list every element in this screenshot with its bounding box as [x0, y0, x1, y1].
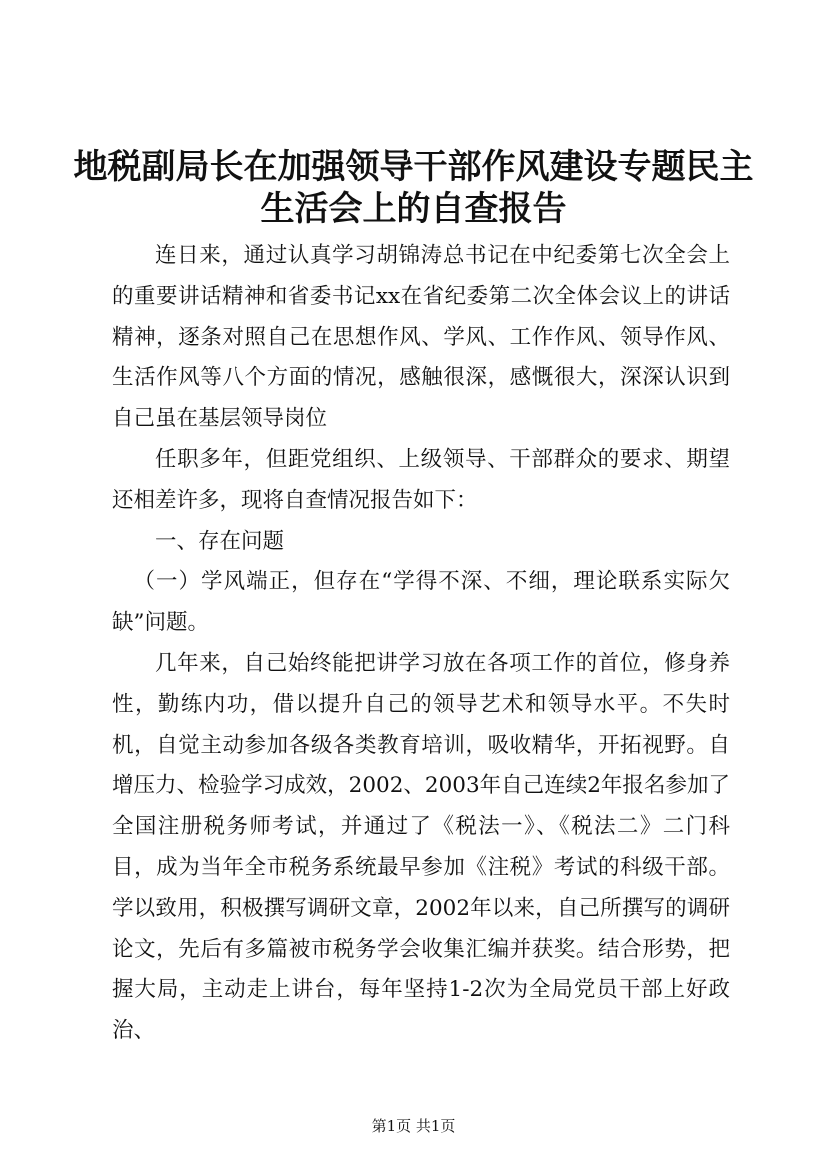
document-title [60, 146, 767, 230]
title-line-2: 生活会上的自查报告 [260, 189, 567, 229]
page-number: 第1页 共1页 [371, 1117, 456, 1135]
document-body [112, 236, 730, 1052]
paragraph-continuation: 任职多年，但距党组织、上级领导、干部群众的要求、期望还相差许多，现将自查情况报告如下： [112, 446, 730, 513]
paragraph-intro: 连日来，通过认真学习胡锦涛总书记在中纪委第七次全会上的重要讲话精神和省委书记xx在省纪委第二次全体会议上的讲话精神，逐条对照自己在思想作风、学风、工作作风、领导作风、生活作风等八个方面的情况，感触很深，感慨很大，深深认识到自己虽在基层领导岗位 [112, 243, 730, 432]
section-heading: 一、存在问题 [155, 528, 285, 554]
title-line-1: 地税副局长在加强领导干部作风建设专题民主 [73, 147, 754, 187]
paragraph-study: 几年来，自己始终能把讲学习放在各项工作的首位，修身养性，勤练内功，借以提升自己的领导艺术和领导水平。不失时机，自觉主动参加各级各类教育培训，吸收精华，开拓视野。自增压力、检验学习成效，2002、2003年自己连续2年报名参加了全国注册税务师考试，并通过了《税法一》、《税法二》二门科目，成为当年全市税务系统最早参加《注税》考试的科级干部。学以致用，积极撰写调研文章，2002年以来，自己所撰写的调研论文，先后有多篇被市税务学会收集汇编并获奖。结合形势，把握大局，主动走上讲台，每年坚持1-2次为全局党员干部上好政治、 [112, 650, 730, 1044]
subsection-heading: （一）学风端正，但存在“学得不深、不细，理论联系实际欠缺”问题。 [112, 569, 730, 636]
page-footer [0, 1116, 827, 1136]
